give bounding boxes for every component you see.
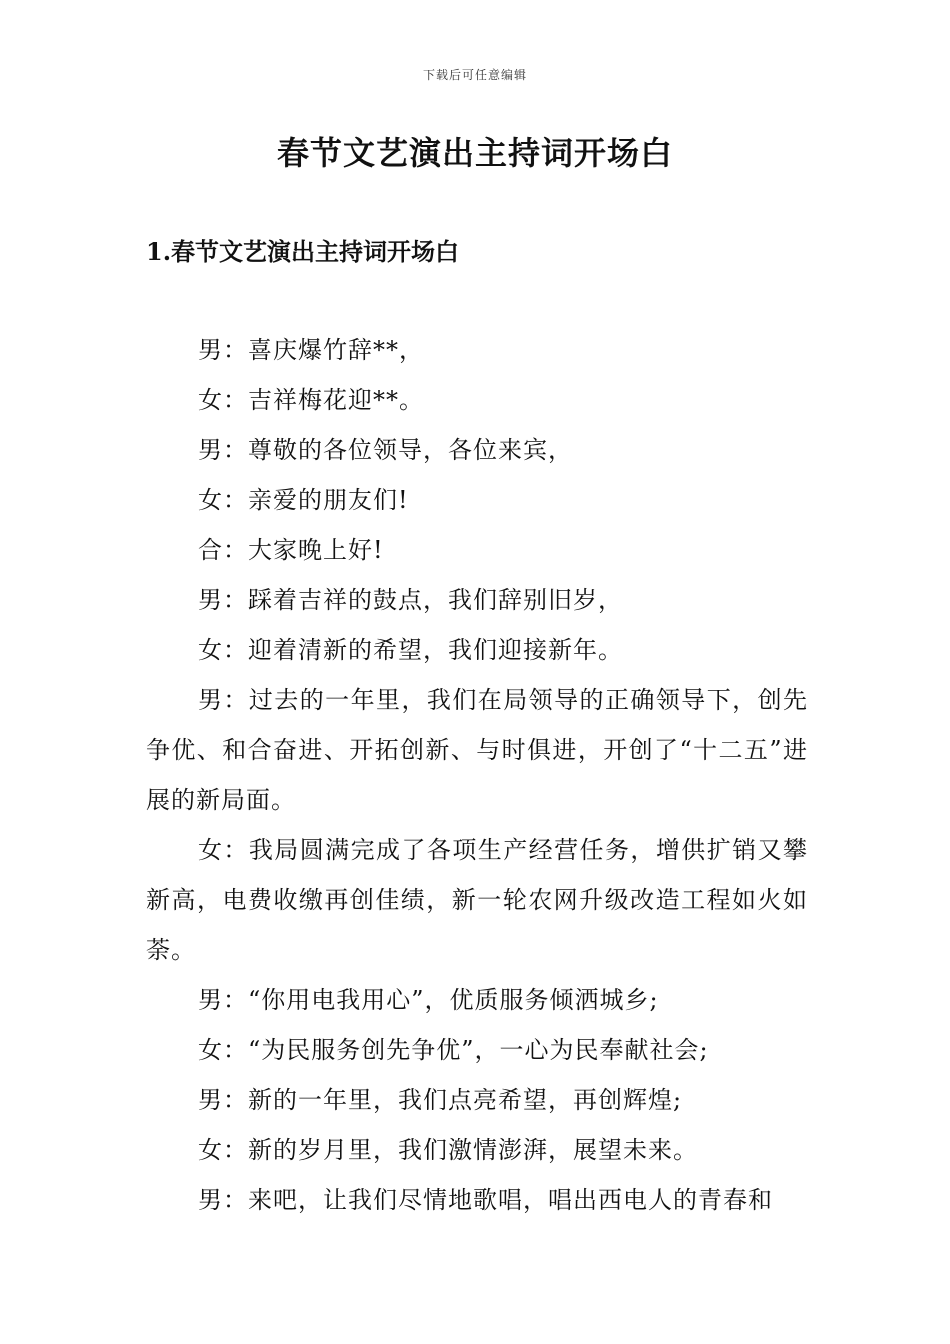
paragraph: 男：新的一年里，我们点亮希望，再创辉煌; xyxy=(198,1086,683,1114)
paragraph: 男：喜庆爆竹辞**， xyxy=(198,336,424,364)
paragraph: 男：“你用电我用心”，优质服务倾洒城乡; xyxy=(198,986,659,1014)
paragraph: 女：新的岁月里，我们激情澎湃，展望未来。 xyxy=(198,1136,698,1164)
paragraph: 女：吉祥梅花迎**。 xyxy=(198,386,424,414)
header-note: 下载后可任意编辑 xyxy=(422,68,527,82)
paragraph: 男：踩着吉祥的鼓点，我们辞别旧岁， xyxy=(198,586,623,614)
section-heading: 1.春节文艺演出主持词开场白 xyxy=(146,237,460,266)
paragraph: 女：亲爱的朋友们! xyxy=(198,486,409,514)
paragraph: 合：大家晚上好! xyxy=(198,536,384,564)
paragraph: 男：来吧，让我们尽情地歌唱，唱出西电人的青春和 xyxy=(198,1186,773,1214)
document-body xyxy=(146,325,808,1225)
document-title: 春节文艺演出主持词开场白 xyxy=(276,134,673,172)
paragraph: 男：尊敬的各位领导，各位来宾， xyxy=(198,436,573,464)
paragraph: 女：“为民服务创先争优”，一心为民奉献社会; xyxy=(198,1036,709,1064)
paragraph: 女：我局圆满完成了各项生产经营任务，增供扩销又攀新高，电费收缴再创佳绩，新一轮农网升级改造工程如火如荼。 xyxy=(146,836,808,964)
paragraph: 女：迎着清新的希望，我们迎接新年。 xyxy=(198,636,623,664)
paragraph: 男：过去的一年里，我们在局领导的正确领导下，创先争优、和合奋进、开拓创新、与时俱进，开创了“十二五”进展的新局面。 xyxy=(146,686,808,814)
